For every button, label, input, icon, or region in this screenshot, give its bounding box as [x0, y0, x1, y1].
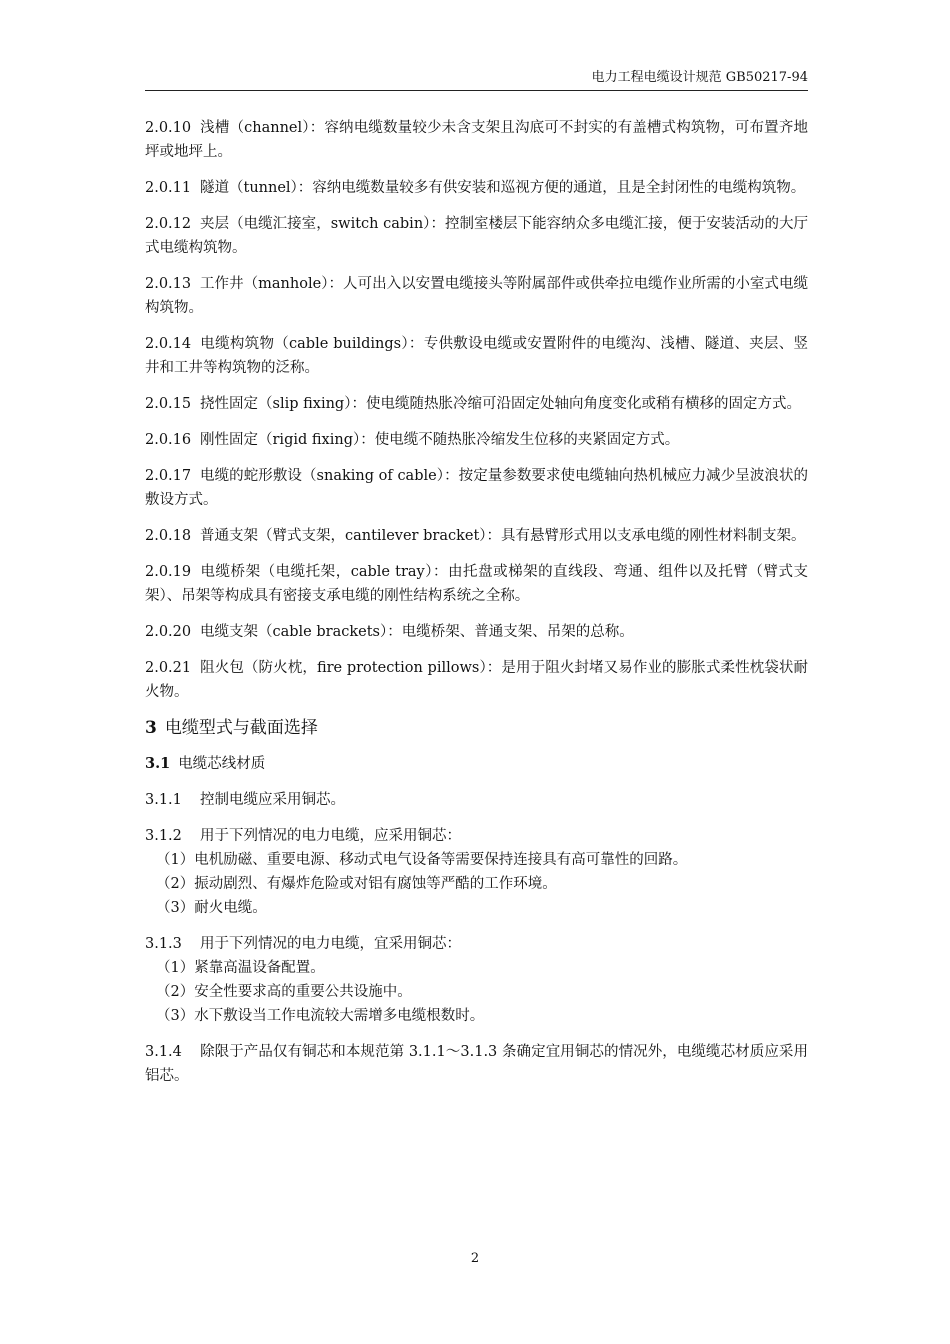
- clause-number: 2.0.11: [145, 180, 192, 196]
- clause: [145, 788, 808, 812]
- clause-text: 浅槽（channel）：容纳电缆数量较少未含支架且沟底可不封实的有盖槽式构筑物，可布置齐地坪或地坪上。: [145, 120, 808, 160]
- clause: [145, 560, 808, 608]
- clause: [145, 392, 808, 416]
- clause: [145, 464, 808, 512]
- clause: [145, 824, 808, 848]
- clause-number: 2.0.20: [145, 624, 192, 640]
- list-item: （2）振动剧烈、有爆炸危险或对铝有腐蚀等严酷的工作环境。: [156, 876, 557, 892]
- subsection-title: 电缆芯线材质: [178, 756, 266, 772]
- clause-text: 电缆的蛇形敷设（snaking of cable）：按定量参数要求使电缆轴向热机械应力减少呈波浪状的敷设方式。: [145, 468, 808, 508]
- clause-text: 除限于产品仅有铜芯和本规范第 3.1.1～3.1.3 条确定宜用铜芯的情况外，电缆缆芯材质应采用铝芯。: [145, 1044, 808, 1084]
- clause-number: 3.1.4: [145, 1044, 182, 1060]
- clause: [145, 932, 808, 956]
- clause-number: 2.0.12: [145, 216, 192, 232]
- clause-number: 2.0.15: [145, 396, 192, 412]
- clause-number: 2.0.13: [145, 276, 192, 292]
- clause: [145, 116, 808, 164]
- clause-text: 电缆支架（cable brackets）：电缆桥架、普通支架、吊架的总称。: [200, 624, 634, 640]
- clause: [145, 176, 808, 200]
- clause-text: 挠性固定（slip fixing）：使电缆随热胀冷缩可沿固定处轴向角度变化或稍有横移的固定方式。: [200, 396, 801, 412]
- clause-number: 2.0.10: [145, 120, 192, 136]
- running-header: 电力工程电缆设计规范 GB50217-94: [591, 70, 808, 85]
- list-item: （3）耐火电缆。: [156, 900, 267, 916]
- clause: [145, 524, 808, 548]
- clause-text: 刚性固定（rigid fixing）：使电缆不随热胀冷缩发生位移的夹紧固定方式。: [200, 432, 680, 448]
- clause-group: [145, 824, 808, 920]
- clause-number: 2.0.21: [145, 660, 192, 676]
- clause-number: 2.0.17: [145, 468, 192, 484]
- clause-text: 控制电缆应采用铜芯。: [200, 792, 345, 808]
- clause-number: 3.1.2: [145, 828, 182, 844]
- clause: [145, 212, 808, 260]
- clause-number: 3.1.3: [145, 936, 182, 952]
- clause-text: 用于下列情况的电力电缆，宜采用铜芯：: [200, 936, 461, 952]
- clause-text: 用于下列情况的电力电缆，应采用铜芯：: [200, 828, 461, 844]
- subsection-heading: [145, 752, 808, 776]
- clause: [145, 332, 808, 380]
- clause-number: 2.0.18: [145, 528, 192, 544]
- clause: [145, 428, 808, 452]
- header-rule: [145, 90, 808, 91]
- list-item: （2）安全性要求高的重要公共设施中。: [156, 984, 412, 1000]
- clause-text: 夹层（电缆汇接室，switch cabin）：控制室楼层下能容纳众多电缆汇接，便于安装活动的大厅式电缆构筑物。: [145, 216, 808, 256]
- clause-text: 电缆构筑物（cable buildings）：专供敷设电缆或安置附件的电缆沟、浅槽、隧道、夹层、竖井和工井等构筑物的泛称。: [145, 336, 808, 376]
- clause-text: 电缆桥架（电缆托架，cable tray）：由托盘或梯架的直线段、弯通、组件以及托臂（臂式支架）、吊架等构成具有密接支承电缆的刚性结构系统之全称。: [145, 564, 808, 604]
- list-item: （1）紧靠高温设备配置。: [156, 960, 325, 976]
- list-item: （1）电机励磁、重要电源、移动式电气设备等需要保持连接具有高可靠性的回路。: [156, 852, 688, 868]
- clause: [145, 656, 808, 704]
- clause-text: 工作井（manhole）：人可出入以安置电缆接头等附属部件或供牵拉电缆作业所需的小室式电缆构筑物。: [145, 276, 808, 316]
- section-heading: [145, 716, 808, 740]
- clause-number: 2.0.14: [145, 336, 192, 352]
- page-number: 2: [470, 1251, 480, 1266]
- list-item: （3）水下敷设当工作电流较大需增多电缆根数时。: [156, 1008, 485, 1024]
- page-content: [145, 116, 808, 1100]
- clause-group: [145, 932, 808, 1028]
- clause-text: 阻火包（防火枕，fire protection pillows）：是用于阻火封堵又易作业的膨胀式柔性枕袋状耐火物。: [145, 660, 808, 700]
- section-title: 电缆型式与截面选择: [164, 718, 318, 738]
- clause-number: 2.0.19: [145, 564, 192, 580]
- clause-number: 2.0.16: [145, 432, 192, 448]
- clause: [145, 272, 808, 320]
- clause-text: 隧道（tunnel）：容纳电缆数量较多有供安装和巡视方便的通道，且是全封闭性的电缆构筑物。: [200, 180, 806, 196]
- clause-text: 普通支架（臂式支架，cantilever bracket）：具有悬臂形式用以支承电缆的刚性材料制支架。: [200, 528, 806, 544]
- clause: [145, 1040, 808, 1088]
- clause-number: 3.1.1: [145, 792, 182, 808]
- subsection-number: 3.1: [145, 755, 171, 772]
- clause: [145, 620, 808, 644]
- section-number: 3: [145, 718, 157, 738]
